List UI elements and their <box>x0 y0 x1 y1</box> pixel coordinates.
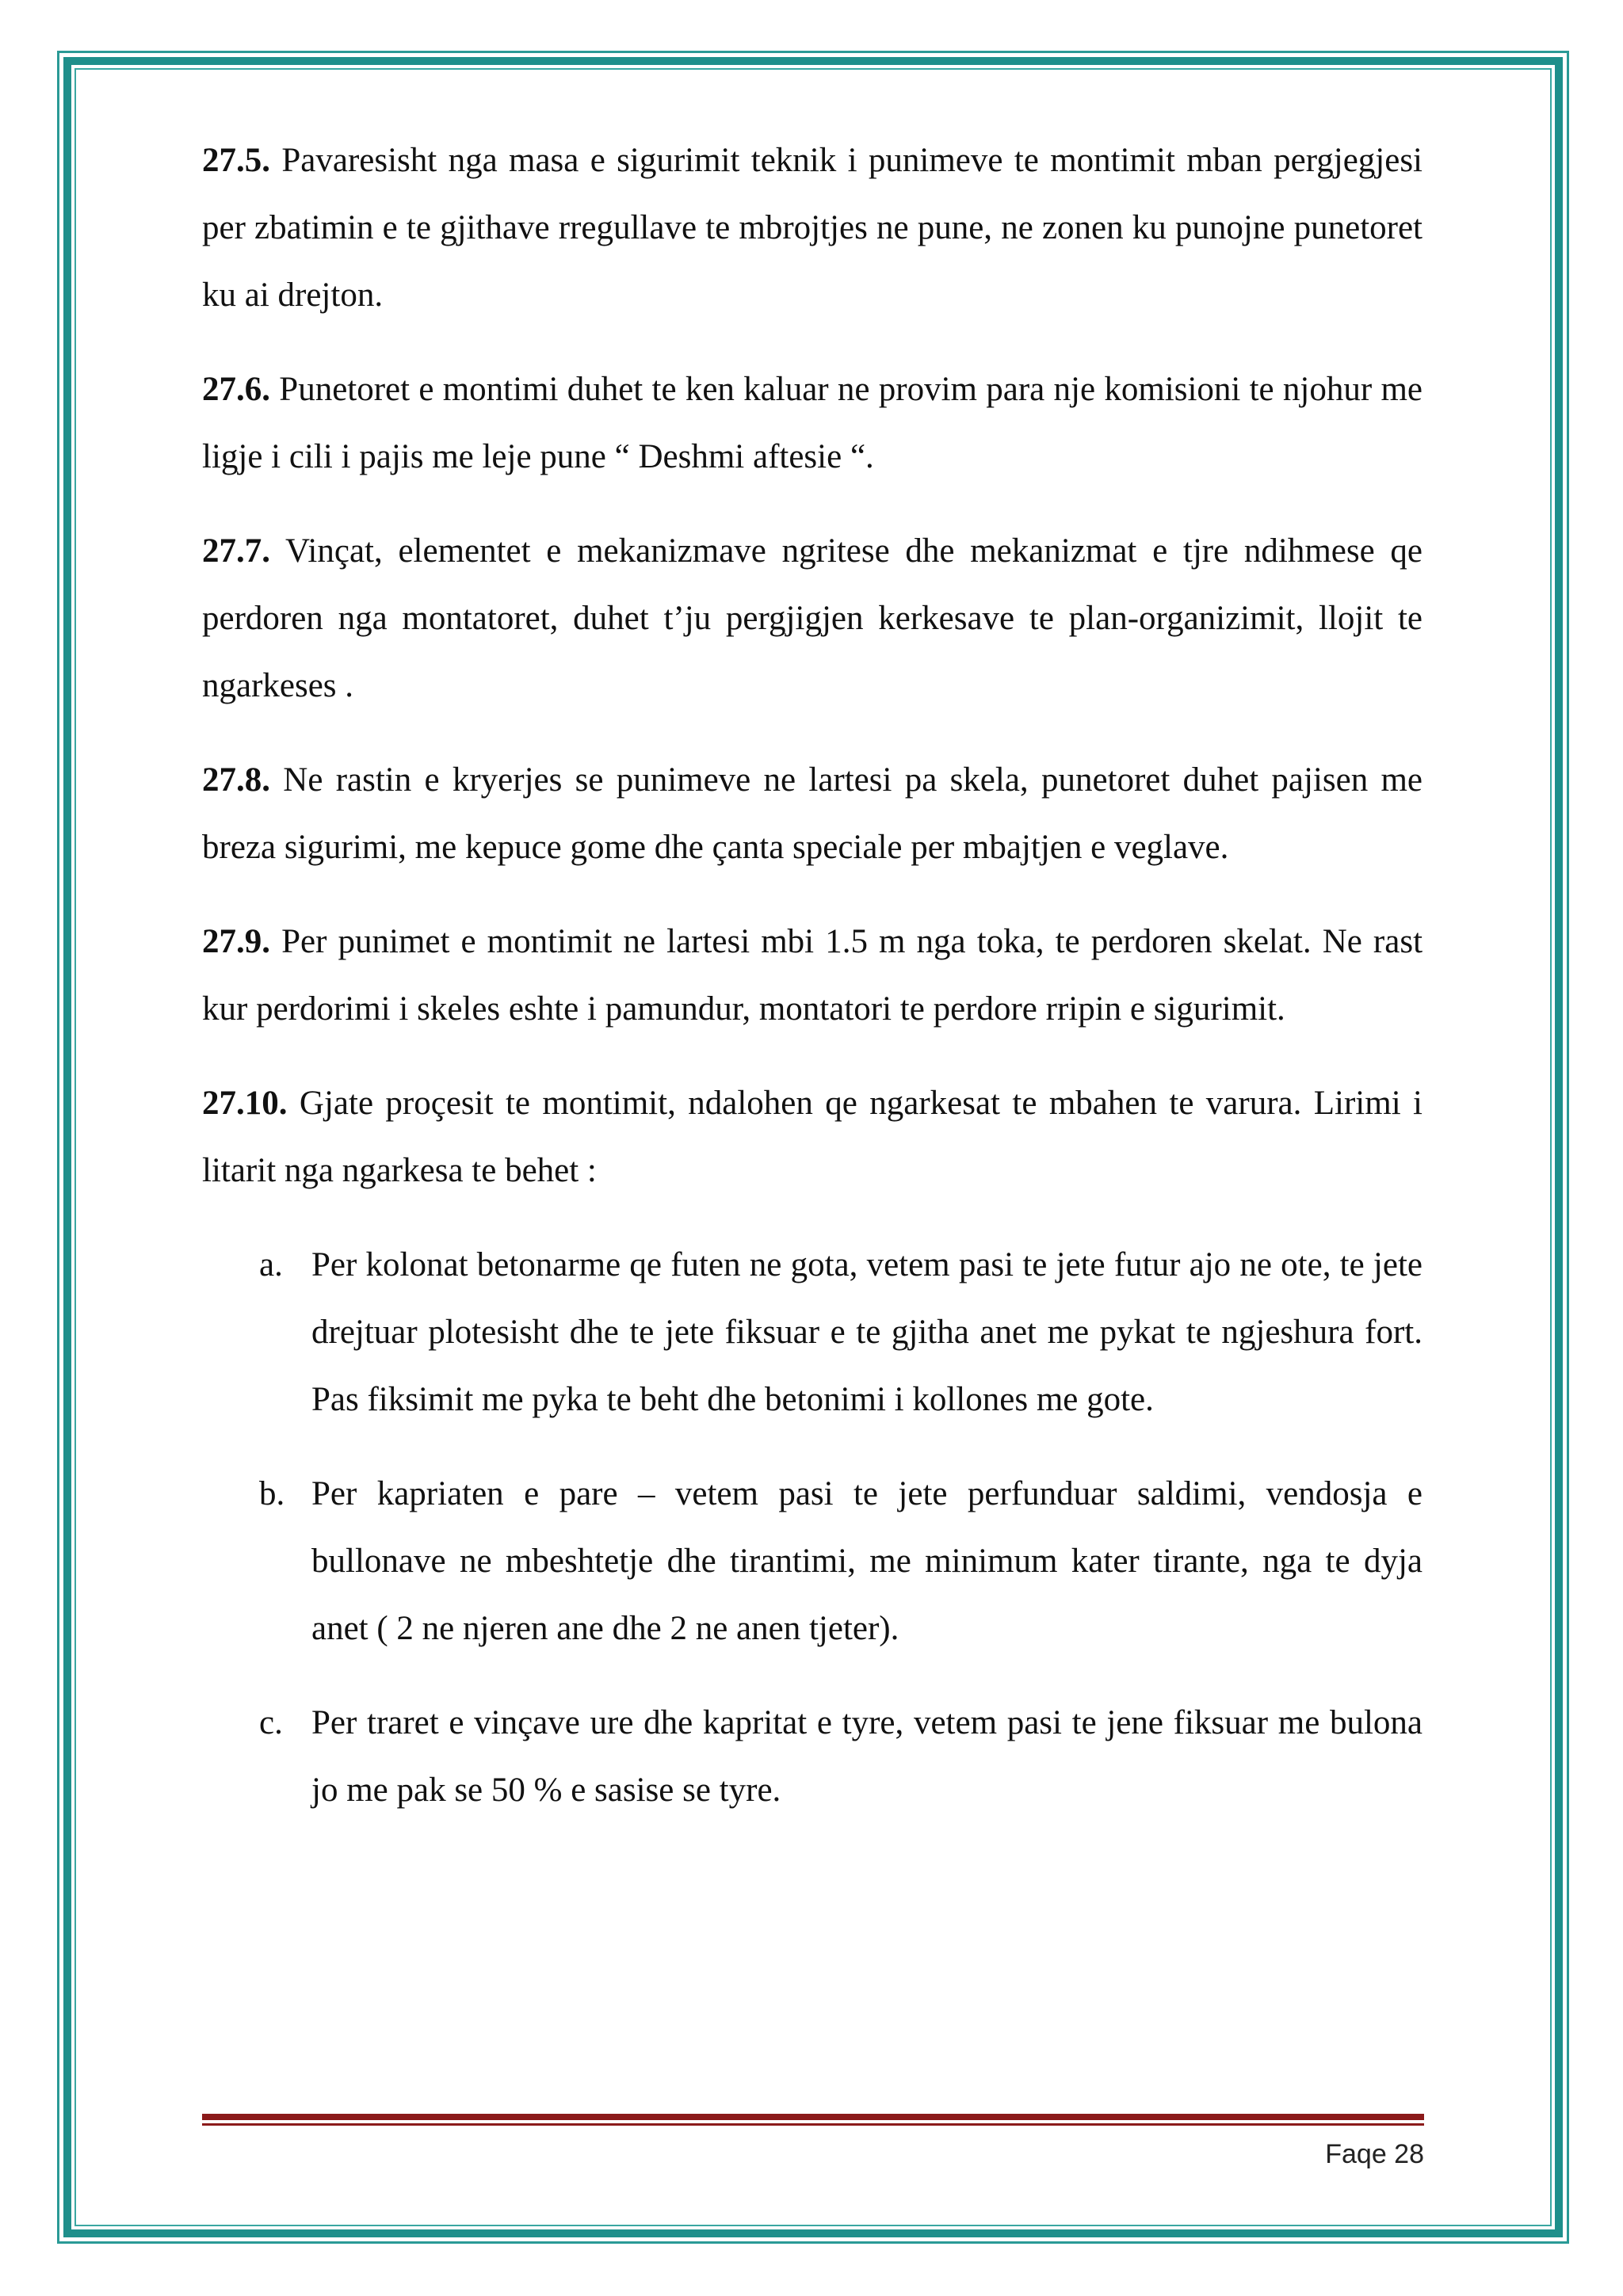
paragraph-text: Punetoret e montimi duhet te ken kaluar ne provim para nje komisioni te njohur me ligje i cili i pajis me leje pune “ Deshmi aftesie “. <box>202 371 1423 475</box>
list-item-text: Per traret e vinçave ure dhe kapritat e tyre, vetem pasi te jene fiksuar me bulona jo me pak se 50 % e sasise se tyre. <box>311 1704 1423 1809</box>
paragraph-number: 27.7. <box>202 532 270 570</box>
paragraph-text: Gjate proçesit te montimit, ndalohen qe ngarkesat te mbahen te varura. Lirimi i litarit nga ngarkesa te behet : <box>202 1085 1423 1189</box>
paragraph-number: 27.5. <box>202 142 270 179</box>
paragraph-text: Vinçat, elementet e mekanizmave ngritese dhe mekanizmat e tjre ndihmese qe perdoren nga montatoret, duhet t’ju pergjigjen kerkesave te plan-organizimit, llojit te ngarkeses . <box>202 532 1423 704</box>
paragraph-number: 27.6. <box>202 371 270 408</box>
list-marker: a. <box>259 1246 283 1283</box>
list-marker: c. <box>259 1704 283 1741</box>
footer-rule-thin <box>202 2123 1424 2126</box>
paragraph-number: 27.10. <box>202 1085 288 1122</box>
paragraph-number: 27.9. <box>202 923 270 960</box>
page-content <box>202 127 1423 1851</box>
list-item-a <box>202 1231 1423 1433</box>
page-number: Faqe 28 <box>1325 2139 1424 2169</box>
lettered-list <box>202 1231 1423 1824</box>
footer-rule <box>202 2114 1424 2120</box>
list-item-c <box>202 1689 1423 1824</box>
paragraph-text: Per punimet e montimit ne lartesi mbi 1.5 m nga toka, te perdoren skelat. Ne rast kur perdorimi i skeles eshte i pamundur, montatori te perdore rripin e sigurimit. <box>202 923 1423 1028</box>
paragraph-27-9 <box>202 908 1423 1043</box>
paragraph-text: Pavaresisht nga masa e sigurimit teknik i punimeve te montimit mban pergjegjesi per zbatimin e te gjithave rregullave te mbrojtjes ne pune, ne zonen ku punojne punetoret ku ai drejton. <box>202 142 1423 314</box>
paragraph-number: 27.8. <box>202 761 270 799</box>
list-item-text: Per kapriaten e pare – vetem pasi te jete perfunduar saldimi, vendosja e bullonave ne mbeshtetje dhe tirantimi, me minimum kater tirante, nga te dyja anet ( 2 ne njeren ane dhe 2 ne anen tjeter). <box>311 1475 1423 1647</box>
paragraph-27-10 <box>202 1070 1423 1204</box>
list-item-b <box>202 1460 1423 1662</box>
paragraph-27-7 <box>202 517 1423 719</box>
paragraph-27-8 <box>202 746 1423 881</box>
list-item-text: Per kolonat betonarme qe futen ne gota, vetem pasi te jete futur ajo ne ote, te jete drejtuar plotesisht dhe te jete fiksuar e te gjitha anet me pykat te ngjeshura fort. Pas fiksimit me pyka te beht dhe betonimi i kollones me gote. <box>311 1246 1423 1418</box>
list-marker: b. <box>259 1475 285 1512</box>
paragraph-27-6 <box>202 356 1423 490</box>
paragraph-27-5 <box>202 127 1423 329</box>
paragraph-text: Ne rastin e kryerjes se punimeve ne lartesi pa skela, punetoret duhet pajisen me breza sigurimi, me kepuce gome dhe çanta speciale per mbajtjen e veglave. <box>202 761 1423 866</box>
